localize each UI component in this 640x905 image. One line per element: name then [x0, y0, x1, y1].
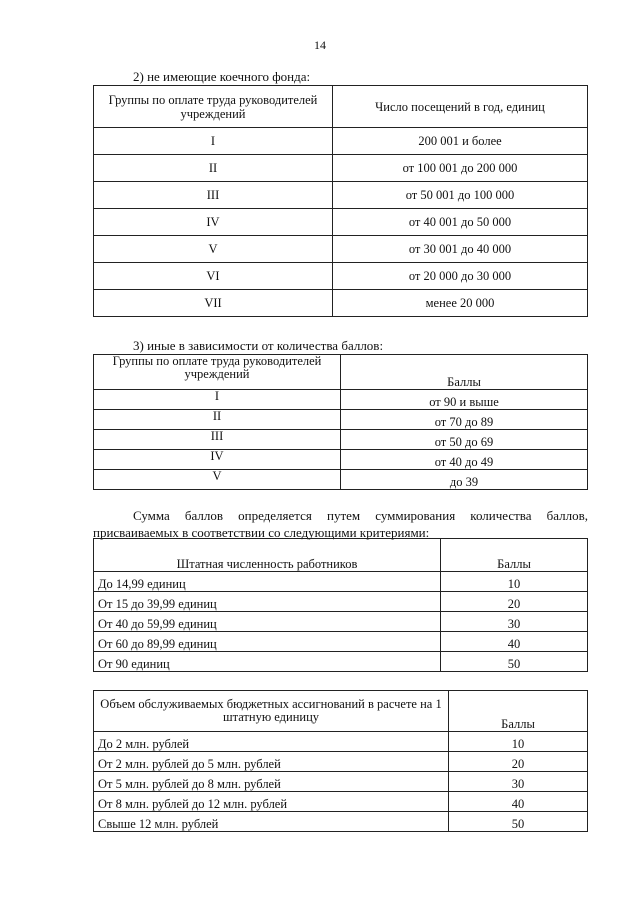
- header-cell-visits: Число посещений в год, единиц: [333, 86, 588, 128]
- section-2-caption: 2) не имеющие коечного фонда:: [133, 69, 311, 84]
- points-cell: 20: [441, 592, 588, 612]
- criterion-cell: От 5 млн. рублей до 8 млн. рублей: [94, 772, 449, 792]
- table-row: [94, 752, 588, 772]
- value-cell: от 100 001 до 200 000: [333, 155, 588, 182]
- value-cell: 200 001 и более: [333, 128, 588, 155]
- group-cell: III: [94, 430, 341, 450]
- value-cell: от 90 и выше: [341, 390, 588, 410]
- header-cell-staff: Штатная численность работников: [94, 539, 441, 572]
- points-cell: 40: [441, 632, 588, 652]
- header-cell-points: Баллы: [441, 539, 588, 572]
- criterion-cell: От 90 единиц: [94, 652, 441, 672]
- table-header-row: [94, 86, 588, 128]
- value-cell: менее 20 000: [333, 290, 588, 317]
- value-cell: до 39: [341, 470, 588, 490]
- group-cell: V: [94, 236, 333, 263]
- criterion-cell: От 2 млн. рублей до 5 млн. рублей: [94, 752, 449, 772]
- criterion-cell: До 2 млн. рублей: [94, 732, 449, 752]
- table-row: [94, 390, 588, 410]
- criterion-cell: До 14,99 единиц: [94, 572, 441, 592]
- points-cell: 30: [449, 772, 588, 792]
- points-cell: 30: [441, 612, 588, 632]
- group-cell: V: [94, 470, 341, 490]
- table-row: [94, 430, 588, 450]
- table-row: [94, 470, 588, 490]
- value-cell: от 70 до 89: [341, 410, 588, 430]
- group-cell: III: [94, 182, 333, 209]
- table-row: [94, 128, 588, 155]
- table-row: [94, 155, 588, 182]
- page-number: 14: [314, 38, 326, 52]
- header-cell-points: Баллы: [341, 355, 588, 390]
- criterion-cell: От 8 млн. рублей до 12 млн. рублей: [94, 792, 449, 812]
- header-cell-groups: Группы по оплате труда руководителей учреждений: [94, 86, 333, 128]
- table-row: [94, 209, 588, 236]
- table-row: [94, 652, 588, 672]
- value-cell: от 40 до 49: [341, 450, 588, 470]
- table-row: [94, 632, 588, 652]
- criteria-paragraph: Сумма баллов определяется путем суммирования количества баллов, присваиваемых в соответствии со следующими критериями:: [93, 508, 588, 540]
- table-row: [94, 592, 588, 612]
- group-cell: VI: [94, 263, 333, 290]
- points-cell: 50: [441, 652, 588, 672]
- budget-allocations-table: [93, 690, 588, 832]
- points-cell: 50: [449, 812, 588, 832]
- points-cell: 20: [449, 752, 588, 772]
- table-row: [94, 263, 588, 290]
- value-cell: от 40 001 до 50 000: [333, 209, 588, 236]
- value-cell: от 30 001 до 40 000: [333, 236, 588, 263]
- section-3-caption: 3) иные в зависимости от количества баллов:: [133, 338, 384, 353]
- criterion-cell: От 40 до 59,99 единиц: [94, 612, 441, 632]
- header-cell-budget: Объем обслуживаемых бюджетных ассигнований в расчете на 1 штатную единицу: [94, 691, 449, 732]
- criterion-cell: От 15 до 39,99 единиц: [94, 592, 441, 612]
- table-row: [94, 612, 588, 632]
- group-cell: VII: [94, 290, 333, 317]
- header-cell-groups: Группы по оплате труда руководителей учреждений: [94, 355, 341, 390]
- points-groups-table: [93, 354, 588, 490]
- table-header-row: [94, 355, 588, 390]
- group-cell: II: [94, 410, 341, 430]
- points-cell: 10: [449, 732, 588, 752]
- group-cell: I: [94, 390, 341, 410]
- visits-table: [93, 85, 588, 317]
- criterion-cell: Свыше 12 млн. рублей: [94, 812, 449, 832]
- table-header-row: [94, 691, 588, 732]
- value-cell: от 20 000 до 30 000: [333, 263, 588, 290]
- table-row: [94, 792, 588, 812]
- group-cell: IV: [94, 209, 333, 236]
- table-row: [94, 182, 588, 209]
- group-cell: IV: [94, 450, 341, 470]
- value-cell: от 50 001 до 100 000: [333, 182, 588, 209]
- table-row: [94, 732, 588, 752]
- table-row: [94, 572, 588, 592]
- group-cell: I: [94, 128, 333, 155]
- table-row: [94, 236, 588, 263]
- criterion-cell: От 60 до 89,99 единиц: [94, 632, 441, 652]
- table-row: [94, 410, 588, 430]
- value-cell: от 50 до 69: [341, 430, 588, 450]
- table-header-row: [94, 539, 588, 572]
- points-cell: 40: [449, 792, 588, 812]
- group-cell: II: [94, 155, 333, 182]
- table-row: [94, 290, 588, 317]
- points-cell: 10: [441, 572, 588, 592]
- header-cell-points: Баллы: [449, 691, 588, 732]
- table-row: [94, 450, 588, 470]
- table-row: [94, 812, 588, 832]
- staff-count-table: [93, 538, 588, 672]
- table-row: [94, 772, 588, 792]
